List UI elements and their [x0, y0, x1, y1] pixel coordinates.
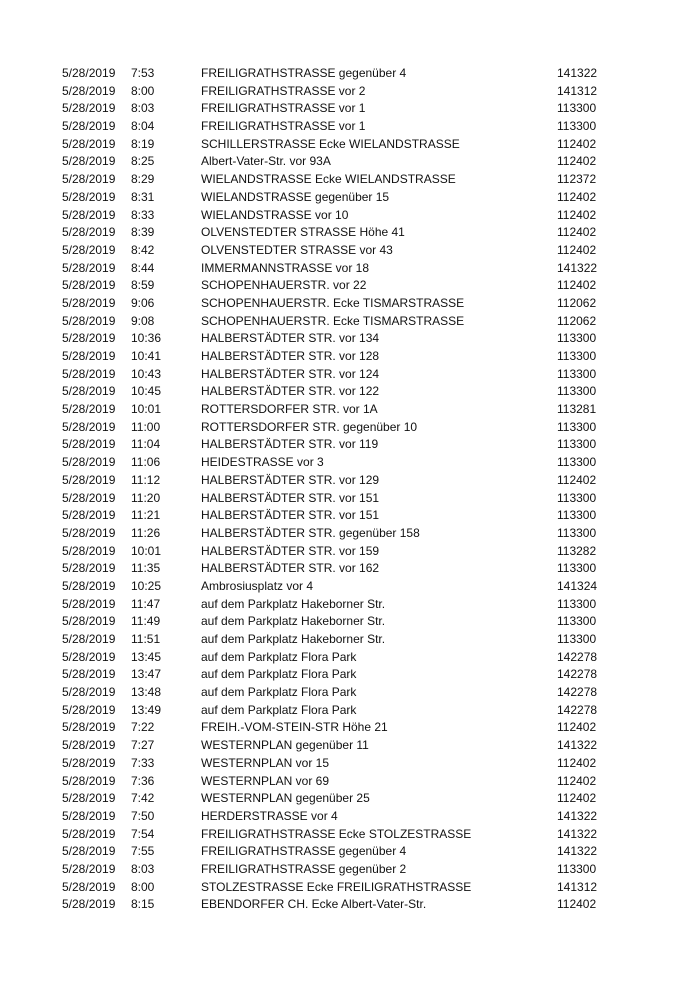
location-cell: auf dem Parkplatz Hakeborner Str. — [201, 596, 386, 611]
code-cell: 112402 — [557, 278, 597, 293]
date-cell: 5/28/2019 — [62, 366, 116, 381]
location-cell: FREILIGRATHSTRASSE Ecke STOLZESTRASSE — [201, 826, 472, 841]
code-cell: 113300 — [557, 384, 597, 399]
code-cell: 112402 — [557, 242, 597, 257]
date-cell: 5/28/2019 — [62, 172, 116, 187]
table-row — [0, 100, 700, 118]
code-cell: 112062 — [557, 313, 597, 328]
code-cell: 112402 — [557, 225, 597, 240]
table-row — [0, 808, 700, 826]
location-cell: HALBERSTÄDTER STR. vor 159 — [201, 543, 380, 558]
table-row — [0, 295, 700, 313]
time-cell: 10:01 — [131, 543, 162, 558]
table-row — [0, 666, 700, 684]
time-cell: 7:50 — [131, 808, 155, 823]
date-cell: 5/28/2019 — [62, 685, 116, 700]
date-cell: 5/28/2019 — [62, 402, 116, 417]
code-cell: 113300 — [557, 101, 597, 116]
time-cell: 11:49 — [131, 614, 161, 629]
time-cell: 9:06 — [131, 295, 155, 310]
location-cell: WIELANDSTRASSE Ecke WIELANDSTRASSE — [201, 172, 456, 187]
code-cell: 112402 — [557, 897, 597, 912]
table-row — [0, 578, 700, 596]
table-row — [0, 436, 700, 454]
code-cell: 113300 — [557, 437, 597, 452]
time-cell: 10:36 — [131, 331, 162, 346]
date-cell: 5/28/2019 — [62, 649, 116, 664]
table-row — [0, 83, 700, 101]
time-cell: 8:00 — [131, 879, 155, 894]
time-cell: 8:39 — [131, 225, 155, 240]
time-cell: 7:54 — [131, 826, 155, 841]
date-cell: 5/28/2019 — [62, 490, 116, 505]
code-cell: 113300 — [557, 349, 597, 363]
table-row — [0, 136, 700, 154]
date-cell: 5/28/2019 — [62, 384, 116, 399]
location-cell: Ambrosiusplatz vor 4 — [201, 578, 314, 593]
location-cell: WESTERNPLAN gegenüber 11 — [201, 738, 369, 753]
time-cell: 11:35 — [131, 561, 161, 576]
location-cell: HALBERSTÄDTER STR. vor 124 — [201, 366, 380, 381]
code-cell: 113300 — [557, 561, 597, 576]
date-cell: 5/28/2019 — [62, 702, 116, 717]
time-cell: 10:01 — [131, 402, 162, 417]
time-cell: 7:36 — [131, 773, 155, 788]
table-row — [0, 472, 700, 490]
date-cell: 5/28/2019 — [62, 136, 116, 151]
code-cell: 112402 — [557, 154, 597, 169]
time-cell: 8:29 — [131, 172, 155, 187]
location-cell: WIELANDSTRASSE gegenüber 15 — [201, 189, 390, 204]
table-row — [0, 560, 700, 578]
code-cell: 141324 — [557, 578, 598, 593]
location-cell: HALBERSTÄDTER STR. vor 162 — [201, 561, 380, 576]
time-cell: 7:22 — [131, 720, 155, 735]
table-row — [0, 790, 700, 808]
date-cell: 5/28/2019 — [62, 154, 116, 169]
date-cell: 5/28/2019 — [62, 738, 116, 753]
table-row — [0, 171, 700, 189]
code-cell: 112402 — [557, 207, 597, 222]
code-cell: 112402 — [557, 189, 597, 204]
location-cell: WESTERNPLAN vor 69 — [201, 773, 330, 788]
code-cell: 113300 — [557, 614, 597, 629]
time-cell: 10:45 — [131, 384, 162, 399]
code-cell: 141322 — [557, 826, 598, 841]
code-cell: 112402 — [557, 773, 597, 788]
date-cell: 5/28/2019 — [62, 260, 116, 275]
location-cell: FREILIGRATHSTRASSE vor 1 — [201, 101, 366, 116]
table-row — [0, 401, 700, 419]
location-cell: ROTTERSDORFER STR. vor 1A — [201, 402, 378, 417]
date-cell: 5/28/2019 — [62, 561, 116, 576]
table-row — [0, 649, 700, 667]
time-cell: 8:25 — [131, 154, 155, 169]
code-cell: 141312 — [557, 879, 598, 894]
date-cell: 5/28/2019 — [62, 543, 116, 558]
time-cell: 11:12 — [131, 472, 161, 487]
time-cell: 8:04 — [131, 119, 155, 134]
table-row — [0, 153, 700, 171]
code-cell: 113282 — [557, 543, 597, 558]
location-cell: auf dem Parkplatz Hakeborner Str. — [201, 632, 386, 646]
code-cell: 112062 — [557, 295, 597, 310]
table-row — [0, 702, 700, 720]
date-cell: 5/28/2019 — [62, 614, 116, 629]
table-row — [0, 507, 700, 525]
location-cell: ROTTERSDORFER STR. gegenüber 10 — [201, 419, 418, 434]
date-cell: 5/28/2019 — [62, 455, 116, 470]
code-cell: 113300 — [557, 455, 597, 470]
table-row — [0, 366, 700, 384]
time-cell: 7:27 — [131, 738, 155, 753]
code-cell: 141322 — [557, 844, 598, 859]
date-cell: 5/28/2019 — [62, 508, 116, 523]
time-cell: 8:00 — [131, 83, 155, 98]
table-row — [0, 896, 700, 914]
time-cell: 11:06 — [131, 455, 161, 470]
code-cell: 113300 — [557, 490, 597, 505]
time-cell: 8:15 — [131, 897, 155, 912]
table-row — [0, 65, 700, 83]
table-row — [0, 313, 700, 331]
location-cell: FREIH.-VOM-STEIN-STR Höhe 21 — [201, 720, 388, 735]
table-row — [0, 490, 700, 508]
time-cell: 13:48 — [131, 685, 162, 700]
date-cell: 5/28/2019 — [62, 349, 116, 363]
table-row — [0, 755, 700, 773]
location-cell: EBENDORFER CH. Ecke Albert-Vater-Str. — [201, 897, 427, 912]
table-row — [0, 189, 700, 207]
location-cell: SCHILLERSTRASSE Ecke WIELANDSTRASSE — [201, 136, 460, 151]
code-cell: 141322 — [557, 808, 598, 823]
code-cell: 113300 — [557, 508, 597, 523]
location-cell: STOLZESTRASSE Ecke FREILIGRATHSTRASSE — [201, 879, 472, 894]
time-cell: 11:26 — [131, 525, 161, 540]
code-cell: 112372 — [557, 172, 597, 187]
location-cell: auf dem Parkplatz Flora Park — [201, 702, 357, 717]
location-cell: HEIDESTRASSE vor 3 — [201, 455, 324, 470]
location-cell: Albert-Vater-Str. vor 93A — [201, 154, 331, 169]
location-cell: HALBERSTÄDTER STR. vor 119 — [201, 437, 379, 452]
code-cell: 141322 — [557, 66, 598, 80]
location-cell: SCHOPENHAUERSTR. vor 22 — [201, 278, 367, 293]
location-cell: OLVENSTEDTER STRASSE Höhe 41 — [201, 225, 405, 240]
table-row — [0, 224, 700, 242]
time-cell: 11:21 — [131, 508, 161, 523]
time-cell: 13:47 — [131, 667, 162, 682]
date-cell: 5/28/2019 — [62, 189, 116, 204]
date-cell: 5/28/2019 — [62, 101, 116, 116]
date-cell: 5/28/2019 — [62, 295, 116, 310]
date-cell: 5/28/2019 — [62, 66, 116, 80]
code-cell: 112402 — [557, 136, 597, 151]
code-cell: 141312 — [557, 83, 598, 98]
code-cell: 113300 — [557, 331, 597, 346]
date-cell: 5/28/2019 — [62, 472, 116, 487]
location-cell: OLVENSTEDTER STRASSE vor 43 — [201, 242, 393, 257]
date-cell: 5/28/2019 — [62, 632, 116, 646]
table-row — [0, 684, 700, 702]
code-cell: 113300 — [557, 119, 597, 134]
time-cell: 13:45 — [131, 649, 162, 664]
location-cell: FREILIGRATHSTRASSE gegenüber 4 — [201, 66, 407, 80]
time-cell: 7:33 — [131, 755, 155, 770]
table-row — [0, 861, 700, 879]
code-cell: 112402 — [557, 472, 597, 487]
date-cell: 5/28/2019 — [62, 437, 116, 452]
time-cell: 9:08 — [131, 313, 155, 328]
code-cell: 113281 — [557, 402, 597, 417]
time-cell: 8:33 — [131, 207, 155, 222]
time-cell: 7:42 — [131, 791, 155, 806]
location-cell: HERDERSTRASSE vor 4 — [201, 808, 338, 823]
location-cell: SCHOPENHAUERSTR. Ecke TISMARSTRASSE — [201, 295, 465, 310]
location-cell: FREILIGRATHSTRASSE gegenüber 2 — [201, 861, 407, 876]
time-cell: 8:59 — [131, 278, 155, 293]
table-row — [0, 454, 700, 472]
location-cell: FREILIGRATHSTRASSE vor 1 — [201, 119, 366, 134]
code-cell: 113300 — [557, 366, 597, 381]
table-row — [0, 826, 700, 844]
time-cell: 8:42 — [131, 242, 155, 257]
date-cell: 5/28/2019 — [62, 207, 116, 222]
date-cell: 5/28/2019 — [62, 755, 116, 770]
code-cell: 113300 — [557, 596, 597, 611]
location-cell: HALBERSTÄDTER STR. gegenüber 158 — [201, 525, 420, 540]
location-cell: IMMERMANNSTRASSE vor 18 — [201, 260, 370, 275]
code-cell: 142278 — [557, 685, 598, 700]
date-cell: 5/28/2019 — [62, 119, 116, 134]
location-cell: HALBERSTÄDTER STR. vor 151 — [201, 508, 380, 523]
table-row — [0, 843, 700, 861]
time-cell: 11:20 — [131, 490, 161, 505]
code-cell: 141322 — [557, 260, 598, 275]
table-row — [0, 613, 700, 631]
date-cell: 5/28/2019 — [62, 808, 116, 823]
location-cell: auf dem Parkplatz Flora Park — [201, 649, 357, 664]
location-cell: HALBERSTÄDTER STR. vor 129 — [201, 472, 380, 487]
location-cell: FREILIGRATHSTRASSE vor 2 — [201, 83, 366, 98]
location-cell: HALBERSTÄDTER STR. vor 151 — [201, 490, 380, 505]
time-cell: 13:49 — [131, 702, 162, 717]
code-cell: 112402 — [557, 755, 597, 770]
time-cell: 11:47 — [131, 596, 161, 611]
location-cell: HALBERSTÄDTER STR. vor 128 — [201, 349, 380, 363]
time-cell: 8:19 — [131, 136, 155, 151]
date-cell: 5/28/2019 — [62, 720, 116, 735]
date-cell: 5/28/2019 — [62, 525, 116, 540]
date-cell: 5/28/2019 — [62, 419, 116, 434]
table-row — [0, 277, 700, 295]
date-cell: 5/28/2019 — [62, 844, 116, 859]
table-row — [0, 596, 700, 614]
location-cell: HALBERSTÄDTER STR. vor 122 — [201, 384, 380, 399]
time-cell: 10:25 — [131, 578, 162, 593]
table-row — [0, 719, 700, 737]
location-cell: auf dem Parkplatz Flora Park — [201, 667, 357, 682]
location-cell: HALBERSTÄDTER STR. vor 134 — [201, 331, 380, 346]
table-row — [0, 330, 700, 348]
date-cell: 5/28/2019 — [62, 791, 116, 806]
date-cell: 5/28/2019 — [62, 225, 116, 240]
date-cell: 5/28/2019 — [62, 861, 116, 876]
date-cell: 5/28/2019 — [62, 83, 116, 98]
code-cell: 113300 — [557, 419, 597, 434]
time-cell: 8:03 — [131, 101, 155, 116]
date-cell: 5/28/2019 — [62, 596, 116, 611]
table-row — [0, 879, 700, 897]
record-list — [0, 65, 700, 914]
time-cell: 10:41 — [131, 349, 162, 363]
date-cell: 5/28/2019 — [62, 897, 116, 912]
location-cell: WIELANDSTRASSE vor 10 — [201, 207, 349, 222]
table-row — [0, 383, 700, 401]
table-row — [0, 207, 700, 225]
time-cell: 7:53 — [131, 66, 155, 80]
date-cell: 5/28/2019 — [62, 879, 116, 894]
time-cell: 8:31 — [131, 189, 155, 204]
time-cell: 7:55 — [131, 844, 155, 859]
time-cell: 8:03 — [131, 861, 155, 876]
time-cell: 11:04 — [131, 437, 161, 452]
date-cell: 5/28/2019 — [62, 578, 116, 593]
table-row — [0, 773, 700, 791]
date-cell: 5/28/2019 — [62, 826, 116, 841]
time-cell: 11:51 — [131, 632, 161, 646]
date-cell: 5/28/2019 — [62, 773, 116, 788]
date-cell: 5/28/2019 — [62, 331, 116, 346]
table-row — [0, 737, 700, 755]
time-cell: 8:44 — [131, 260, 155, 275]
location-cell: SCHOPENHAUERSTR. Ecke TISMARSTRASSE — [201, 313, 465, 328]
table-row — [0, 118, 700, 136]
date-cell: 5/28/2019 — [62, 667, 116, 682]
location-cell: auf dem Parkplatz Flora Park — [201, 685, 357, 700]
table-row — [0, 260, 700, 278]
code-cell: 141322 — [557, 738, 598, 753]
date-cell: 5/28/2019 — [62, 278, 116, 293]
code-cell: 142278 — [557, 649, 598, 664]
code-cell: 142278 — [557, 702, 598, 717]
date-cell: 5/28/2019 — [62, 313, 116, 328]
location-cell: WESTERNPLAN vor 15 — [201, 755, 330, 770]
location-cell: FREILIGRATHSTRASSE gegenüber 4 — [201, 844, 407, 859]
code-cell: 113300 — [557, 525, 597, 540]
table-row — [0, 543, 700, 561]
table-row — [0, 348, 700, 366]
table-row — [0, 525, 700, 543]
table-row — [0, 419, 700, 437]
location-cell: WESTERNPLAN gegenüber 25 — [201, 791, 370, 806]
code-cell: 113300 — [557, 861, 597, 876]
table-row — [0, 631, 700, 649]
code-cell: 112402 — [557, 791, 597, 806]
code-cell: 112402 — [557, 720, 597, 735]
time-cell: 10:43 — [131, 366, 162, 381]
time-cell: 11:00 — [131, 419, 161, 434]
code-cell: 142278 — [557, 667, 598, 682]
location-cell: auf dem Parkplatz Hakeborner Str. — [201, 614, 386, 629]
date-cell: 5/28/2019 — [62, 242, 116, 257]
table-row — [0, 242, 700, 260]
code-cell: 113300 — [557, 632, 597, 646]
